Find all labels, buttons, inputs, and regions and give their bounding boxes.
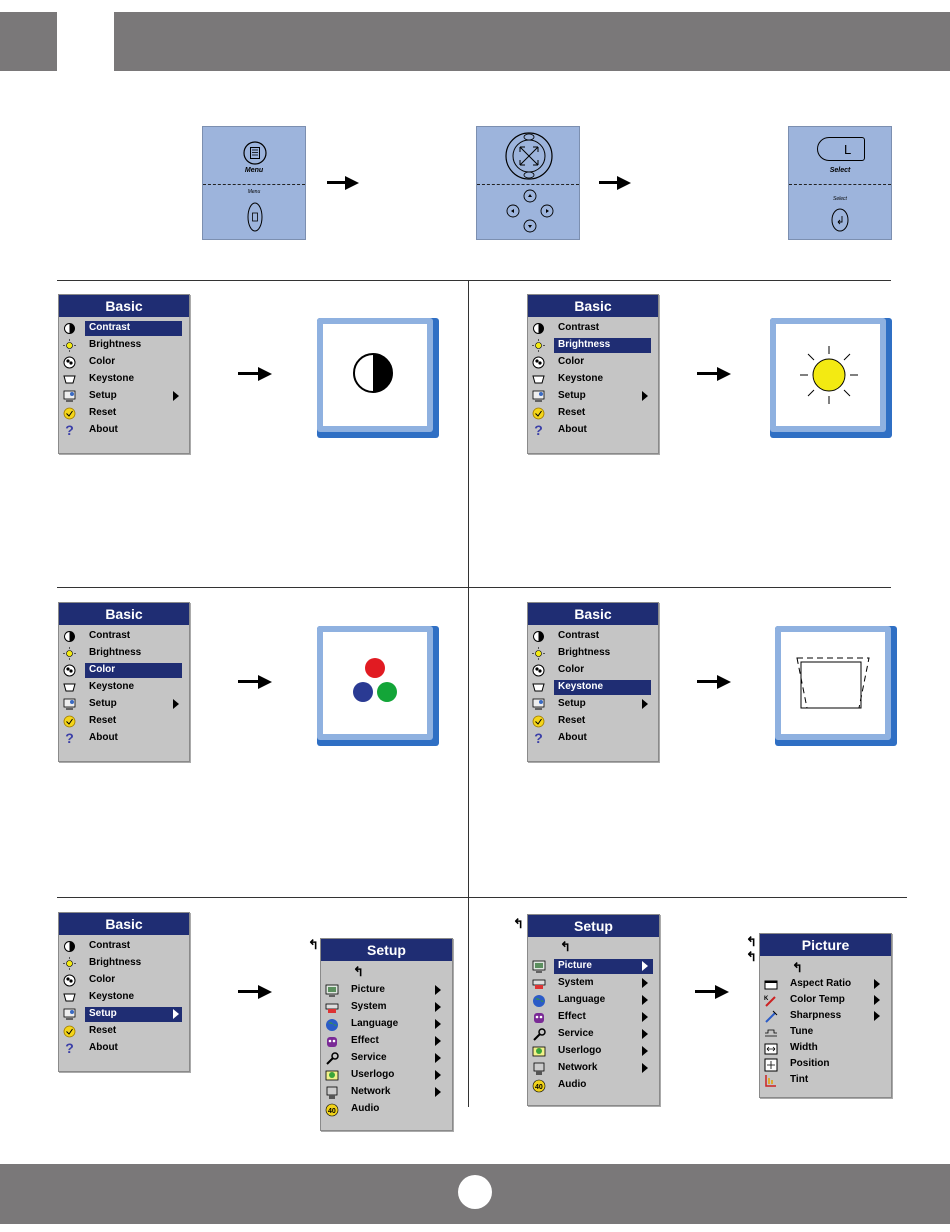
sun-icon <box>798 344 860 406</box>
menu-item-label: Brightness <box>89 339 142 350</box>
menu-item-label: Contrast <box>558 630 600 641</box>
sun-icon <box>63 339 76 352</box>
remote-select-key-icon[interactable] <box>830 207 850 233</box>
basic-menu <box>58 602 190 762</box>
menu-item-label: System <box>558 977 594 988</box>
setup-item-userlogo[interactable] <box>321 1068 452 1083</box>
picture-item-sharpness[interactable] <box>760 1009 891 1024</box>
menu-item-label: Audio <box>558 1079 587 1090</box>
menu-title: Basic <box>528 295 658 317</box>
menu-item-keystone[interactable] <box>59 680 189 695</box>
back-arrow-icon[interactable]: ↰ <box>560 939 571 954</box>
contrast-icon <box>352 352 394 394</box>
menu-item-label: Color <box>89 356 116 367</box>
setup-item-effect[interactable] <box>321 1034 452 1049</box>
menu-item-label: Brightness <box>558 647 611 658</box>
picture-item-tint[interactable] <box>760 1073 891 1088</box>
submenu-arrow-icon <box>874 979 880 989</box>
basic-menu <box>527 294 659 454</box>
menu-item-label: Keystone <box>89 681 135 692</box>
menu-item-label: Keystone <box>89 991 135 1002</box>
menu-item-label: Color <box>558 664 585 675</box>
setup-item-language[interactable] <box>321 1017 452 1032</box>
menu-title: Basic <box>528 603 658 625</box>
menu-item-color[interactable] <box>528 355 658 370</box>
menu-item-about[interactable] <box>59 1041 189 1056</box>
submenu-arrow-icon <box>642 699 648 709</box>
menu-item-label: Contrast <box>89 940 131 951</box>
menu-item-color[interactable] <box>59 663 189 678</box>
menu-item-label: Network <box>558 1062 598 1073</box>
setup-icon <box>63 390 76 403</box>
menu-item-label: Color <box>89 664 116 675</box>
setup-item-language[interactable] <box>528 993 659 1008</box>
setup-item-picture[interactable] <box>528 959 659 974</box>
setup-item-network[interactable] <box>528 1061 659 1076</box>
menu-button-icon[interactable] <box>243 141 267 165</box>
menu-item-contrast[interactable] <box>59 321 189 336</box>
menu-item-label: Keystone <box>558 373 604 384</box>
menu-item-label: About <box>89 732 118 743</box>
menu-item-brightness[interactable] <box>59 956 189 971</box>
color-palette-icon <box>532 664 545 677</box>
setup-item-system[interactable] <box>321 1000 452 1015</box>
submenu-arrow-icon <box>435 1053 441 1063</box>
submenu-arrow-icon <box>642 1029 648 1039</box>
wrench-icon <box>532 1028 546 1042</box>
flow-arrow <box>697 367 731 381</box>
menu-item-label: Language <box>351 1018 399 1029</box>
color-palette-icon <box>532 356 545 369</box>
panel-divider <box>203 184 305 185</box>
menu-item-label: Service <box>558 1028 594 1039</box>
page-number-circle <box>458 1175 492 1209</box>
menu-item-label: Sharpness <box>790 1010 842 1021</box>
keystone-icon <box>532 681 545 694</box>
flow-arrow <box>697 675 731 689</box>
flow-arrow <box>695 985 729 999</box>
menu-title: Basic <box>59 913 189 935</box>
menu-item-contrast[interactable] <box>528 629 658 644</box>
audio-icon <box>325 1103 339 1117</box>
color-palette-icon <box>63 356 76 369</box>
menu-item-contrast[interactable] <box>59 629 189 644</box>
menu-item-label: Service <box>351 1052 387 1063</box>
menu-item-label: Aspect Ratio <box>790 978 852 989</box>
setup-icon <box>63 698 76 711</box>
basic-menu <box>58 912 190 1072</box>
keystone-icon <box>63 373 76 386</box>
svg-text:K: K <box>764 996 769 1002</box>
menu-label: Menu <box>244 167 264 174</box>
menu-item-about[interactable] <box>59 731 189 746</box>
picture-icon <box>325 984 339 998</box>
reset-icon <box>532 715 545 728</box>
remote-menu-panel <box>202 126 306 240</box>
submenu-arrow-icon <box>642 961 648 971</box>
menu-item-label: Picture <box>351 984 385 995</box>
menu-item-reset[interactable] <box>528 714 658 729</box>
sharpness-icon <box>764 1010 777 1023</box>
svg-text:40: 40 <box>535 1084 543 1091</box>
remote-menu-key-icon[interactable] <box>246 201 264 233</box>
setup-item-network[interactable] <box>321 1085 452 1100</box>
sun-icon <box>63 957 76 970</box>
menu-item-label: Tint <box>790 1074 809 1085</box>
menu-item-label: About <box>558 732 587 743</box>
question-icon: ? <box>65 1040 74 1056</box>
svg-text:40: 40 <box>328 1108 336 1115</box>
menu-item-label: Tune <box>790 1026 814 1037</box>
keystone-icon <box>532 373 545 386</box>
globe-icon <box>532 994 546 1008</box>
back-arrow-icon[interactable]: ↰ <box>353 964 364 979</box>
grid-line <box>468 897 469 1107</box>
menu-item-setup[interactable] <box>528 697 658 712</box>
menu-item-label: Contrast <box>89 322 131 333</box>
menu-item-keystone[interactable] <box>528 372 658 387</box>
color-palette-icon <box>63 974 76 987</box>
question-icon: ? <box>534 422 543 438</box>
aspect-ratio-icon <box>764 978 777 991</box>
setup-item-audio[interactable] <box>528 1078 659 1093</box>
picture-item-position[interactable] <box>760 1057 891 1072</box>
effect-icon <box>532 1011 546 1025</box>
question-icon: ? <box>65 422 74 438</box>
menu-item-keystone[interactable] <box>528 680 658 695</box>
menu-item-label: Reset <box>558 715 586 726</box>
menu-title: Setup <box>321 939 452 961</box>
color-palette-icon <box>63 664 76 677</box>
select-small-label: Select <box>833 196 847 202</box>
menu-item-contrast[interactable] <box>528 321 658 336</box>
grid-line <box>468 280 469 587</box>
question-icon: ? <box>65 730 74 746</box>
tint-icon <box>764 1074 777 1087</box>
color-preview <box>317 626 439 746</box>
picture-menu <box>759 933 892 1098</box>
menu-item-about[interactable] <box>59 423 189 438</box>
effect-icon <box>325 1035 339 1049</box>
menu-title: Picture <box>760 934 891 956</box>
sun-icon <box>532 339 545 352</box>
submenu-arrow-icon <box>435 985 441 995</box>
contrast-icon <box>63 322 76 335</box>
position-icon <box>764 1058 777 1071</box>
menu-item-reset[interactable] <box>528 406 658 421</box>
menu-item-label: Effect <box>558 1011 586 1022</box>
menu-item-label: Keystone <box>89 373 135 384</box>
menu-item-brightness[interactable] <box>59 338 189 353</box>
menu-item-label: Network <box>351 1086 391 1097</box>
picture-item-aspect-ratio[interactable] <box>760 977 891 992</box>
basic-menu <box>58 294 190 454</box>
menu-item-label: Picture <box>558 960 592 971</box>
menu-item-label: Reset <box>89 407 117 418</box>
submenu-arrow-icon <box>173 1009 179 1019</box>
basic-menu <box>527 602 659 762</box>
setup-icon <box>532 698 545 711</box>
panel-divider <box>477 184 579 185</box>
menu-item-label: Contrast <box>89 630 131 641</box>
menu-item-label: Brightness <box>558 339 611 350</box>
picture-item-tune[interactable] <box>760 1025 891 1040</box>
header-bar <box>0 12 950 71</box>
grid-line <box>468 587 469 897</box>
grid-line <box>57 280 891 281</box>
wrench-icon <box>325 1052 339 1066</box>
tune-icon <box>764 1026 777 1039</box>
flow-arrow <box>238 985 272 999</box>
setup-item-audio[interactable] <box>321 1102 452 1117</box>
menu-item-label: Effect <box>351 1035 379 1046</box>
menu-item-label: Contrast <box>558 322 600 333</box>
menu-item-label: Language <box>558 994 606 1005</box>
back-arrow-icon[interactable]: ↰ <box>746 934 757 949</box>
menu-item-label: About <box>89 424 118 435</box>
menu-item-label: Brightness <box>89 647 142 658</box>
menu-item-keystone[interactable] <box>59 990 189 1005</box>
width-icon <box>764 1042 777 1055</box>
audio-icon <box>532 1079 546 1093</box>
setup-item-service[interactable] <box>528 1027 659 1042</box>
submenu-arrow-icon <box>874 1011 880 1021</box>
menu-item-label: Setup <box>89 698 117 709</box>
question-icon: ? <box>534 730 543 746</box>
submenu-arrow-icon <box>642 391 648 401</box>
menu-item-brightness[interactable] <box>528 338 658 353</box>
keystone-icon <box>791 652 875 716</box>
setup-item-effect[interactable] <box>528 1010 659 1025</box>
menu-item-contrast[interactable] <box>59 939 189 954</box>
menu-item-reset[interactable] <box>59 1024 189 1039</box>
menu-item-setup[interactable] <box>528 389 658 404</box>
menu-item-about[interactable] <box>528 423 658 438</box>
menu-item-label: Position <box>790 1058 830 1069</box>
menu-item-label: Audio <box>351 1103 380 1114</box>
nav-pad-icon[interactable] <box>504 131 554 181</box>
globe-icon <box>325 1018 339 1032</box>
setup-item-userlogo[interactable] <box>528 1044 659 1059</box>
menu-item-label: System <box>351 1001 387 1012</box>
menu-item-setup[interactable] <box>59 1007 189 1022</box>
menu-item-label: Reset <box>89 1025 117 1036</box>
menu-item-label: Setup <box>558 390 586 401</box>
back-arrow-icon[interactable]: ↰ <box>513 916 524 931</box>
picture-item-color-temp[interactable] <box>760 993 891 1008</box>
color-temp-icon <box>764 994 777 1007</box>
brightness-preview <box>770 318 892 438</box>
select-key-letter: L <box>844 142 852 157</box>
picture-item-width[interactable] <box>760 1041 891 1056</box>
menu-item-label: Setup <box>558 698 586 709</box>
userlogo-icon <box>532 1045 546 1059</box>
panel-divider <box>789 184 891 185</box>
grid-line <box>57 587 891 588</box>
submenu-arrow-icon <box>435 1070 441 1080</box>
sun-icon <box>532 647 545 660</box>
menu-item-brightness[interactable] <box>59 646 189 661</box>
userlogo-icon <box>325 1069 339 1083</box>
reset-icon <box>63 1025 76 1038</box>
submenu-arrow-icon <box>435 1087 441 1097</box>
flow-arrow <box>599 176 631 190</box>
submenu-arrow-icon <box>435 1019 441 1029</box>
menu-item-label: Reset <box>89 715 117 726</box>
menu-item-color[interactable] <box>59 355 189 370</box>
setup-item-picture[interactable] <box>321 983 452 998</box>
menu-item-label: Setup <box>89 1008 117 1019</box>
reset-icon <box>63 407 76 420</box>
system-icon <box>532 977 546 991</box>
menu-item-label: Setup <box>89 390 117 401</box>
submenu-arrow-icon <box>642 978 648 988</box>
setup-item-system[interactable] <box>528 976 659 991</box>
network-icon <box>325 1086 339 1100</box>
sun-icon <box>63 647 76 660</box>
remote-nav-panel <box>476 126 580 240</box>
menu-item-label: About <box>89 1042 118 1053</box>
menu-title: Basic <box>59 295 189 317</box>
contrast-icon <box>63 630 76 643</box>
arrow-keys-icon[interactable] <box>505 187 555 235</box>
contrast-icon <box>63 940 76 953</box>
setup-menu <box>320 938 453 1131</box>
menu-item-color[interactable] <box>528 663 658 678</box>
menu-item-keystone[interactable] <box>59 372 189 387</box>
menu-item-reset[interactable] <box>59 406 189 421</box>
submenu-arrow-icon <box>874 995 880 1005</box>
setup-icon <box>63 1008 76 1021</box>
submenu-arrow-icon <box>173 699 179 709</box>
menu-small-label: Menu <box>247 189 261 195</box>
back-arrow-icon[interactable]: ↰ <box>792 960 803 975</box>
remote-select-panel <box>788 126 892 240</box>
menu-item-brightness[interactable] <box>528 646 658 661</box>
menu-item-label: Keystone <box>558 681 604 692</box>
reset-icon <box>532 407 545 420</box>
contrast-icon <box>532 630 545 643</box>
menu-item-label: Width <box>790 1042 818 1053</box>
keystone-icon <box>63 681 76 694</box>
submenu-arrow-icon <box>642 1063 648 1073</box>
network-icon <box>532 1062 546 1076</box>
submenu-arrow-icon <box>435 1036 441 1046</box>
select-label: Select <box>829 167 851 174</box>
submenu-arrow-icon <box>642 995 648 1005</box>
menu-item-label: Color <box>89 974 116 985</box>
menu-item-label: Color <box>558 356 585 367</box>
flow-arrow <box>238 675 272 689</box>
submenu-arrow-icon <box>642 1046 648 1056</box>
menu-item-label: Brightness <box>89 957 142 968</box>
system-icon <box>325 1001 339 1015</box>
submenu-arrow-icon <box>435 1002 441 1012</box>
menu-title: Setup <box>528 915 659 937</box>
menu-item-label: Color Temp <box>790 994 845 1005</box>
submenu-arrow-icon <box>642 1012 648 1022</box>
submenu-arrow-icon <box>173 391 179 401</box>
flow-arrow <box>238 367 272 381</box>
grid-line <box>57 897 907 898</box>
keystone-icon <box>63 991 76 1004</box>
menu-item-label: Userlogo <box>558 1045 602 1056</box>
setup-item-service[interactable] <box>321 1051 452 1066</box>
flow-arrow <box>327 176 359 190</box>
menu-item-reset[interactable] <box>59 714 189 729</box>
reset-icon <box>63 715 76 728</box>
back-arrow-icon[interactable]: ↰ <box>746 949 757 964</box>
keystone-preview <box>775 626 897 746</box>
setup-icon <box>532 390 545 403</box>
menu-item-label: Userlogo <box>351 1069 395 1080</box>
menu-item-color[interactable] <box>59 973 189 988</box>
rgb-dots-icon <box>347 654 403 710</box>
setup-menu-selected <box>527 914 660 1106</box>
menu-item-about[interactable] <box>528 731 658 746</box>
menu-item-setup[interactable] <box>59 389 189 404</box>
contrast-icon <box>532 322 545 335</box>
back-arrow-icon[interactable]: ↰ <box>308 937 319 952</box>
header-notch <box>57 10 114 73</box>
menu-item-label: About <box>558 424 587 435</box>
contrast-preview <box>317 318 439 438</box>
select-key[interactable] <box>817 137 865 161</box>
menu-item-setup[interactable] <box>59 697 189 712</box>
picture-icon <box>532 960 546 974</box>
menu-item-label: Reset <box>558 407 586 418</box>
menu-title: Basic <box>59 603 189 625</box>
